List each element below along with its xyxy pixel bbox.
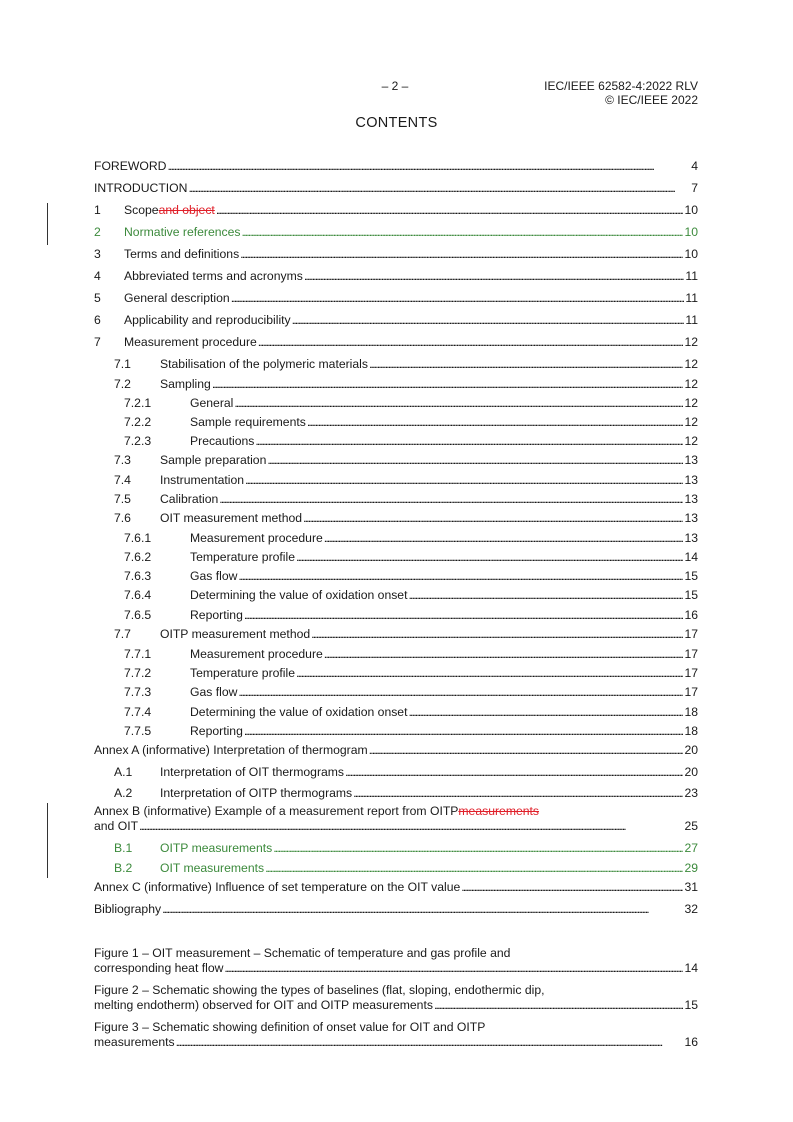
dot-leader (224, 961, 683, 976)
toc-entry[interactable] (94, 247, 698, 262)
toc-page-number: 29 (684, 861, 698, 875)
toc-entry-title: Sample preparation (160, 453, 267, 467)
dot-leader (242, 225, 684, 240)
section-number: 1 (94, 203, 101, 217)
toc-page-number: 4 (691, 159, 698, 173)
toc-entry-line (94, 511, 698, 526)
toc-entry-title: Scope (124, 203, 159, 217)
toc-page-number: 18 (684, 705, 698, 719)
toc-entry[interactable] (94, 608, 698, 623)
toc-entry-title: Gas flow (190, 685, 238, 699)
toc-entry-title: Normative references (124, 225, 241, 239)
toc-page-number: 17 (684, 647, 698, 661)
section-number: 7.6 (114, 511, 131, 525)
toc-entry[interactable] (94, 492, 698, 507)
section-number: 6 (94, 313, 101, 327)
toc-entry[interactable] (94, 159, 698, 174)
toc-page-number: 13 (684, 453, 698, 467)
deleted-text: and object (158, 203, 215, 217)
toc-entry-line (94, 247, 698, 262)
toc-entry-line (94, 819, 698, 834)
toc-entry[interactable] (94, 666, 698, 681)
toc-entry-title: FOREWORD (94, 159, 167, 173)
toc-entry-title: Gas flow (190, 569, 238, 583)
figure-entry-line (94, 961, 698, 976)
toc-entry-title: Annex B (informative) Example of a measurement report from OITP (94, 804, 459, 818)
dot-leader (176, 1035, 684, 1050)
toc-entry-title: Annex A (informative) Interpretation of thermogram (94, 743, 368, 757)
dot-leader (245, 473, 683, 488)
figure-page-number: 14 (684, 961, 698, 975)
toc-entry[interactable] (94, 453, 698, 468)
toc-entry-title: OIT measurements (160, 861, 265, 875)
toc-entry-title: Bibliography (94, 902, 162, 916)
dot-leader (408, 588, 683, 603)
dot-leader (238, 685, 683, 700)
toc-entry-line (94, 335, 698, 350)
section-number: 4 (94, 269, 101, 283)
toc-entry[interactable] (94, 550, 698, 565)
dot-leader (461, 880, 683, 895)
toc-entry[interactable] (94, 902, 698, 917)
dot-leader (216, 203, 684, 218)
figure-entry-line (94, 946, 698, 961)
dot-leader (267, 453, 683, 468)
section-number: 7.6.5 (124, 608, 152, 622)
toc-page-number: 13 (684, 492, 698, 506)
toc-entry[interactable] (94, 511, 698, 526)
toc-entry-title: Calibration (160, 492, 219, 506)
toc-entry[interactable] (94, 181, 698, 196)
figure-list-entry[interactable] (94, 1020, 698, 1050)
dot-leader (273, 841, 683, 856)
toc-page-number: 15 (684, 569, 698, 583)
dot-leader (244, 608, 684, 623)
section-number: 2 (94, 225, 101, 239)
dot-leader (345, 765, 683, 780)
deleted-text: measurements (458, 804, 540, 818)
section-number: 7.2.3 (124, 434, 152, 448)
figure-title-continued: corresponding heat flow (94, 961, 224, 975)
dot-leader (307, 415, 684, 430)
dot-leader (311, 627, 683, 642)
section-number: 7.6.1 (124, 531, 152, 545)
toc-entry-line (94, 492, 698, 507)
toc-entry[interactable] (94, 473, 698, 488)
section-number: 7.4 (114, 473, 131, 487)
section-number: 3 (94, 247, 101, 261)
dot-leader (304, 269, 685, 284)
toc-entry-title: OITP measurements (160, 841, 273, 855)
dot-leader (296, 550, 683, 565)
figure-list-entry[interactable] (94, 983, 698, 1013)
dot-leader (231, 291, 685, 306)
toc-page-number: 31 (684, 880, 698, 894)
dot-leader (369, 357, 683, 372)
toc-page-number: 16 (684, 608, 698, 622)
toc-entry[interactable] (94, 225, 698, 240)
toc-entry-title-continued: and OIT (94, 819, 139, 833)
toc-entry[interactable] (94, 627, 698, 642)
section-number: 7.7 (114, 627, 131, 641)
toc-entry-title: Temperature profile (190, 666, 295, 680)
toc-entry-line (94, 291, 698, 306)
toc-entry-line (94, 786, 698, 801)
toc-page-number: 12 (684, 434, 698, 448)
toc-entry-line (94, 588, 698, 603)
dot-leader (324, 531, 684, 546)
toc-entry[interactable] (94, 724, 698, 739)
toc-entry[interactable] (94, 588, 698, 603)
section-number: 7.3 (114, 453, 131, 467)
toc-entry[interactable] (94, 861, 698, 876)
figure-title: Figure 3 – Schematic showing definition of onset value for OIT and OITP (94, 1020, 486, 1034)
toc-entry-title: Temperature profile (190, 550, 295, 564)
section-number: 7.2.1 (124, 396, 152, 410)
toc-page-number: 20 (684, 743, 698, 757)
toc-entry-title: Determining the value of oxidation onset (190, 705, 408, 719)
toc-entry[interactable] (94, 569, 698, 584)
figure-entry-line (94, 998, 698, 1013)
toc-entry-line (94, 415, 698, 430)
toc-page-number: 15 (684, 588, 698, 602)
toc-entry-line (94, 203, 698, 218)
dot-leader (212, 377, 684, 392)
toc-entry-title: Abbreviated terms and acronyms (124, 269, 303, 283)
toc-page-number: 25 (684, 819, 698, 833)
toc-page-number: 12 (684, 335, 698, 349)
toc-page-number: 12 (684, 377, 698, 391)
toc-entry-title: Reporting (190, 608, 243, 622)
dot-leader (292, 313, 685, 328)
dot-leader (240, 247, 683, 262)
page-number: – 2 – (381, 79, 409, 93)
section-number: 5 (94, 291, 101, 305)
section-number: 7.2 (114, 377, 131, 391)
toc-entry-line (94, 861, 698, 876)
toc-entry-title: Instrumentation (160, 473, 245, 487)
toc-entry-title: Precautions (190, 434, 255, 448)
dot-leader (369, 743, 684, 758)
toc-entry-line (94, 569, 698, 584)
toc-entry-line (94, 181, 698, 196)
section-number: 7.7.3 (124, 685, 152, 699)
toc-page-number: 18 (684, 724, 698, 738)
figure-title-continued: measurements (94, 1035, 175, 1049)
toc-entry-title: Sample requirements (190, 415, 306, 429)
section-number: 7.7.2 (124, 666, 152, 680)
figure-title-continued: melting endotherm) observed for OIT and OITP measurements (94, 998, 433, 1012)
toc-page-number: 14 (684, 550, 698, 564)
toc-entry-line (94, 269, 698, 284)
figure-page-number: 16 (684, 1035, 698, 1049)
toc-page-number: 13 (684, 473, 698, 487)
dot-leader (353, 786, 683, 801)
toc-page-number: 27 (684, 841, 698, 855)
toc-page-number: 12 (684, 357, 698, 371)
section-number: 7.7.4 (124, 705, 152, 719)
toc-entry-line (94, 313, 698, 328)
toc-page-number: 13 (684, 531, 698, 545)
toc-entry-title: Interpretation of OIT thermograms (160, 765, 345, 779)
dot-leader (408, 705, 683, 720)
toc-page-number: 17 (684, 627, 698, 641)
toc-entry-title: Measurement procedure (190, 647, 323, 661)
dot-leader (324, 647, 684, 662)
section-number: 7.6.3 (124, 569, 152, 583)
section-number: 7.6.2 (124, 550, 152, 564)
toc-entry[interactable] (94, 269, 698, 284)
toc-entry-line (94, 743, 698, 758)
toc-entry-line (94, 685, 698, 700)
toc-entry[interactable] (94, 705, 698, 720)
toc-page-number: 32 (684, 902, 698, 916)
toc-entry[interactable] (94, 377, 698, 392)
toc-entry[interactable] (94, 765, 698, 780)
section-number: 7.1 (114, 357, 131, 371)
toc-entry-line (94, 627, 698, 642)
dot-leader (188, 181, 690, 196)
toc-entry-title: Terms and definitions (124, 247, 240, 261)
dot-leader (255, 434, 683, 449)
toc-entry-line (94, 159, 698, 174)
toc-entry[interactable] (94, 880, 698, 895)
toc-entry-line (94, 647, 698, 662)
toc-entry-line (94, 765, 698, 780)
toc-page-number: 7 (691, 181, 698, 195)
toc-page-number: 12 (684, 415, 698, 429)
page-title: CONTENTS (355, 115, 438, 131)
toc-entry[interactable] (94, 531, 698, 546)
toc-entry-title: OIT measurement method (160, 511, 303, 525)
dot-leader (258, 335, 684, 350)
figure-entry-line (94, 1035, 698, 1050)
toc-entry-title: INTRODUCTION (94, 181, 188, 195)
section-number: 7.6.4 (124, 588, 152, 602)
section-number: 7.7.5 (124, 724, 152, 738)
toc-entry-title: Applicability and reproducibility (124, 313, 291, 327)
toc-entry[interactable] (94, 291, 698, 306)
toc-entry-line (94, 841, 698, 856)
change-bar (47, 203, 48, 245)
figure-entry-line (94, 983, 698, 998)
toc-page-number: 17 (684, 685, 698, 699)
toc-page-number: 10 (684, 225, 698, 239)
dot-leader (265, 861, 683, 876)
toc-entry-line (94, 473, 698, 488)
toc-entry[interactable] (94, 203, 698, 218)
dot-leader (303, 511, 683, 526)
toc-page-number: 12 (684, 396, 698, 410)
toc-entry-line (94, 666, 698, 681)
figure-page-number: 15 (684, 998, 698, 1012)
toc-page-number: 11 (685, 313, 698, 327)
toc-entry-title: General description (124, 291, 230, 305)
dot-leader (234, 396, 683, 411)
toc-page-number: 20 (684, 765, 698, 779)
section-number: 7.5 (114, 492, 131, 506)
toc-entry[interactable] (94, 786, 698, 801)
toc-entry-title: Annex C (informative) Influence of set temperature on the OIT value (94, 880, 461, 894)
section-number: A.2 (114, 786, 133, 800)
dot-leader (167, 159, 690, 174)
toc-entry[interactable] (94, 396, 698, 411)
toc-page-number: 10 (684, 247, 698, 261)
toc-entry[interactable] (94, 743, 698, 758)
toc-entry-line (94, 608, 698, 623)
figure-title: Figure 2 – Schematic showing the types of baselines (flat, sloping, endothermic dip, (94, 983, 545, 997)
toc-entry[interactable] (94, 804, 698, 834)
toc-entry-line (94, 902, 698, 917)
section-number: 7 (94, 335, 101, 349)
document-identifier (544, 79, 698, 107)
section-number: B.2 (114, 861, 133, 875)
section-number: 7.7.1 (124, 647, 152, 661)
toc-entry-line (94, 550, 698, 565)
toc-page-number: 10 (684, 203, 698, 217)
section-number: 7.2.2 (124, 415, 152, 429)
toc-entry-line (94, 434, 698, 449)
toc-page-number: 23 (684, 786, 698, 800)
toc-entry-title: Sampling (160, 377, 211, 391)
dot-leader (434, 998, 684, 1013)
toc-entry[interactable] (94, 434, 698, 449)
toc-entry-title: Interpretation of OITP thermograms (160, 786, 353, 800)
toc-entry-title: OITP measurement method (160, 627, 311, 641)
figure-title: Figure 1 – OIT measurement – Schematic of temperature and gas profile and (94, 946, 511, 960)
toc-entry-line (94, 880, 698, 895)
section-number: B.1 (114, 841, 133, 855)
dot-leader (296, 666, 683, 681)
toc-entry[interactable] (94, 357, 698, 372)
dot-leader (244, 724, 684, 739)
toc-page-number: 11 (685, 291, 698, 305)
document-id: IEC/IEEE 62582-4:2022 RLV (544, 79, 698, 93)
toc-page-number: 17 (684, 666, 698, 680)
dot-leader (139, 819, 683, 834)
dot-leader (238, 569, 683, 584)
toc-entry[interactable] (94, 335, 698, 350)
toc-entry-title: General (190, 396, 234, 410)
toc-entry[interactable] (94, 647, 698, 662)
toc-entry-title: Measurement procedure (190, 531, 323, 545)
toc-entry-title: Determining the value of oxidation onset (190, 588, 408, 602)
toc-entry-title: Measurement procedure (124, 335, 257, 349)
toc-entry-line (94, 396, 698, 411)
toc-entry-line (94, 225, 698, 240)
change-bar (47, 803, 48, 878)
section-number: A.1 (114, 765, 133, 779)
toc-entry-title: Stabilisation of the polymeric materials (160, 357, 368, 371)
toc-entry-line (94, 531, 698, 546)
toc-entry-line (94, 724, 698, 739)
figure-list-entry[interactable] (94, 946, 698, 976)
copyright: © IEC/IEEE 2022 (605, 93, 698, 107)
toc-entry-title: Reporting (190, 724, 243, 738)
toc-entry-line (94, 357, 698, 372)
toc-entry-line (94, 804, 698, 819)
dot-leader (162, 902, 683, 917)
toc-entry[interactable] (94, 685, 698, 700)
dot-leader (219, 492, 683, 507)
figure-entry-line (94, 1020, 698, 1035)
toc-entry-line (94, 705, 698, 720)
toc-entry-line (94, 453, 698, 468)
toc-entry[interactable] (94, 841, 698, 856)
toc-page-number: 13 (684, 511, 698, 525)
toc-entry[interactable] (94, 313, 698, 328)
toc-page-number: 11 (685, 269, 698, 283)
toc-entry-line (94, 377, 698, 392)
toc-entry[interactable] (94, 415, 698, 430)
